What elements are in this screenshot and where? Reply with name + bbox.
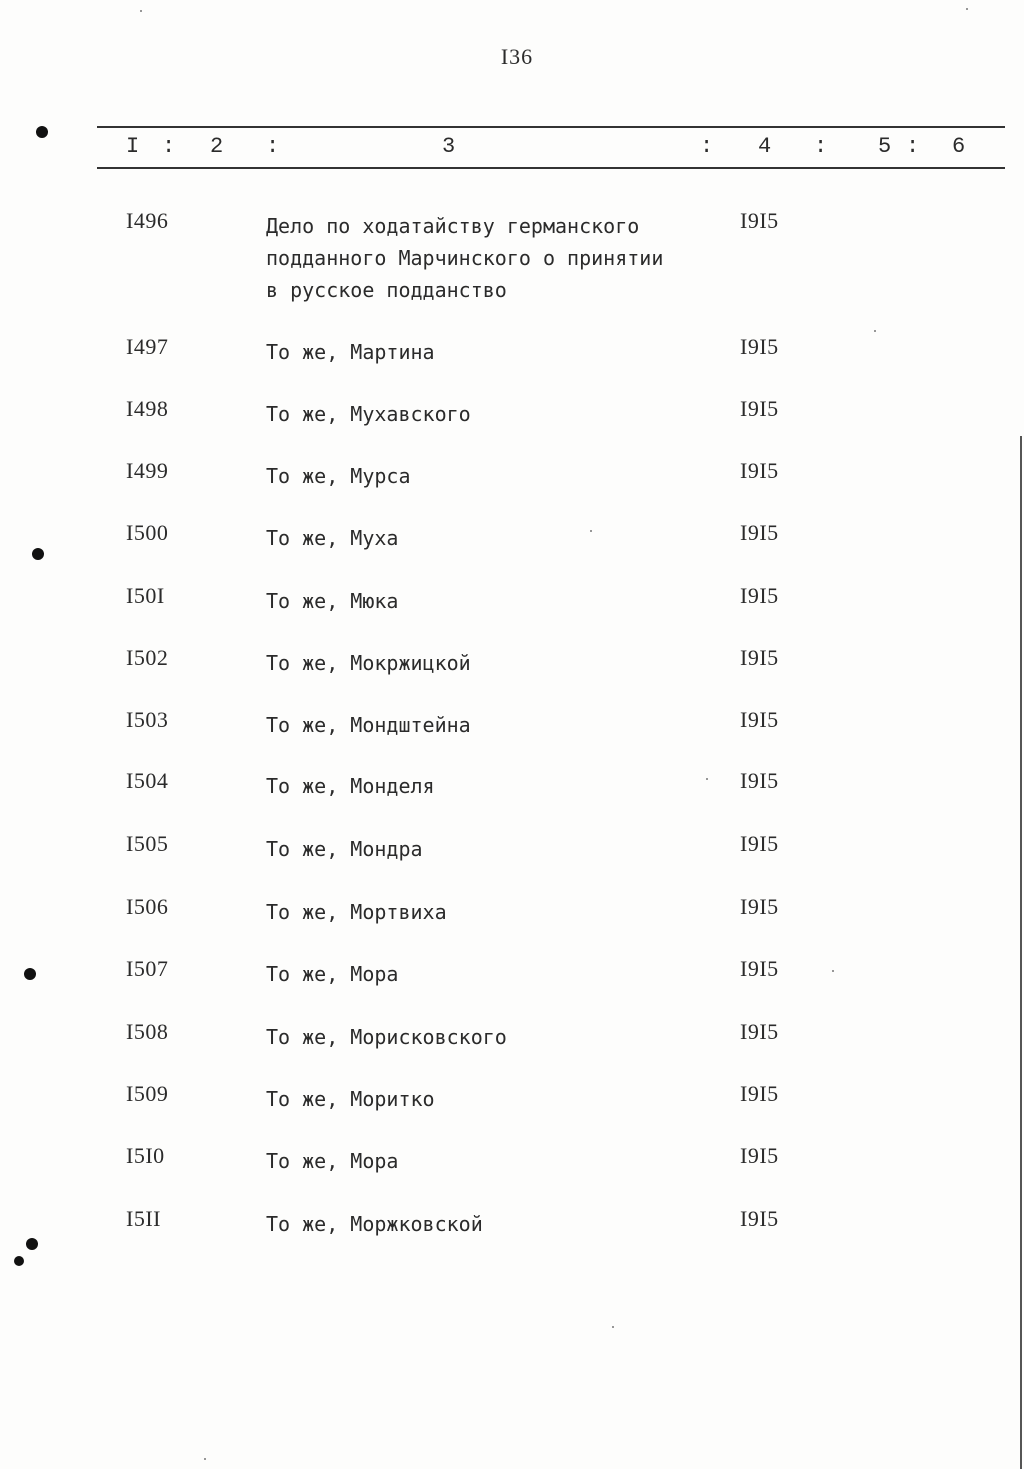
table-header-rule (97, 167, 1005, 169)
header-col-3: 3 (442, 134, 456, 159)
row-description: То же, Мурса (266, 464, 411, 488)
row-year: I9I5 (740, 707, 779, 732)
row-year: I9I5 (740, 894, 779, 919)
row-number: I500 (126, 520, 169, 545)
punch-hole (14, 1256, 24, 1266)
row-number: I506 (126, 894, 169, 919)
row-number: I509 (126, 1081, 169, 1106)
punch-hole (24, 968, 36, 980)
row-number: I507 (126, 956, 169, 981)
row-year: I9I5 (740, 1081, 779, 1106)
header-separator: : (162, 134, 176, 159)
header-col-4: 4 (758, 134, 772, 159)
row-description: То же, Мартина (266, 340, 435, 364)
scan-speck (612, 1326, 614, 1328)
scan-edge-line (1020, 436, 1022, 1469)
header-col-6: 6 (952, 134, 966, 159)
row-year: I9I5 (740, 1019, 779, 1044)
row-description: То же, Мокржицкой (266, 651, 471, 675)
row-number: I50I (126, 583, 165, 608)
row-description: То же, Мондра (266, 837, 423, 861)
header-separator: : (266, 134, 280, 159)
row-year: I9I5 (740, 396, 779, 421)
row-number: I505 (126, 831, 169, 856)
scan-speck (874, 330, 876, 332)
row-number: I496 (126, 208, 169, 233)
row-year: I9I5 (740, 1206, 779, 1231)
header-col-5: 5 (878, 134, 892, 159)
punch-hole (36, 126, 48, 138)
header-separator: : (906, 134, 920, 159)
scan-speck (204, 1458, 206, 1460)
row-description: То же, Морисковского (266, 1025, 507, 1049)
row-description: То же, Моритко (266, 1087, 435, 1111)
row-year: I9I5 (740, 1143, 779, 1168)
row-number: I5II (126, 1206, 161, 1231)
row-number: I502 (126, 645, 169, 670)
row-number: I5I0 (126, 1143, 165, 1168)
row-year: I9I5 (740, 645, 779, 670)
row-number: I503 (126, 707, 169, 732)
row-year: I9I5 (740, 583, 779, 608)
header-col-1: I (126, 134, 140, 159)
row-year: I9I5 (740, 956, 779, 981)
row-year: I9I5 (740, 520, 779, 545)
row-number: I498 (126, 396, 169, 421)
row-description: То же, Мюка (266, 589, 399, 613)
row-description: То же, Монделя (266, 774, 435, 798)
row-description: То же, Моржковской (266, 1212, 483, 1236)
row-description: Дело по ходатайству германского подданного Марчинского о принятии в русское подданство (266, 214, 664, 302)
row-year: I9I5 (740, 768, 779, 793)
row-year: I9I5 (740, 831, 779, 856)
row-number: I499 (126, 458, 169, 483)
row-description: То же, Мухавского (266, 402, 471, 426)
scan-speck (590, 530, 592, 532)
punch-hole (32, 548, 44, 560)
table-top-rule (97, 126, 1005, 128)
header-separator: : (814, 134, 828, 159)
row-year: I9I5 (740, 458, 779, 483)
header-col-2: 2 (210, 134, 224, 159)
row-year: I9I5 (740, 334, 779, 359)
row-description: То же, Мондштейна (266, 713, 471, 737)
row-description: То же, Муха (266, 526, 399, 550)
row-description: То же, Мора (266, 1149, 399, 1173)
row-number: I504 (126, 768, 169, 793)
header-separator: : (700, 134, 714, 159)
scan-speck (706, 778, 708, 780)
scan-speck (966, 8, 968, 10)
row-number: I497 (126, 334, 169, 359)
row-year: I9I5 (740, 208, 779, 233)
punch-hole (26, 1238, 38, 1250)
row-description: То же, Мортвиха (266, 900, 447, 924)
scan-speck (832, 970, 834, 972)
row-description: То же, Мора (266, 962, 399, 986)
scan-speck (140, 10, 142, 12)
row-number: I508 (126, 1019, 169, 1044)
page-number: I36 (500, 44, 534, 69)
